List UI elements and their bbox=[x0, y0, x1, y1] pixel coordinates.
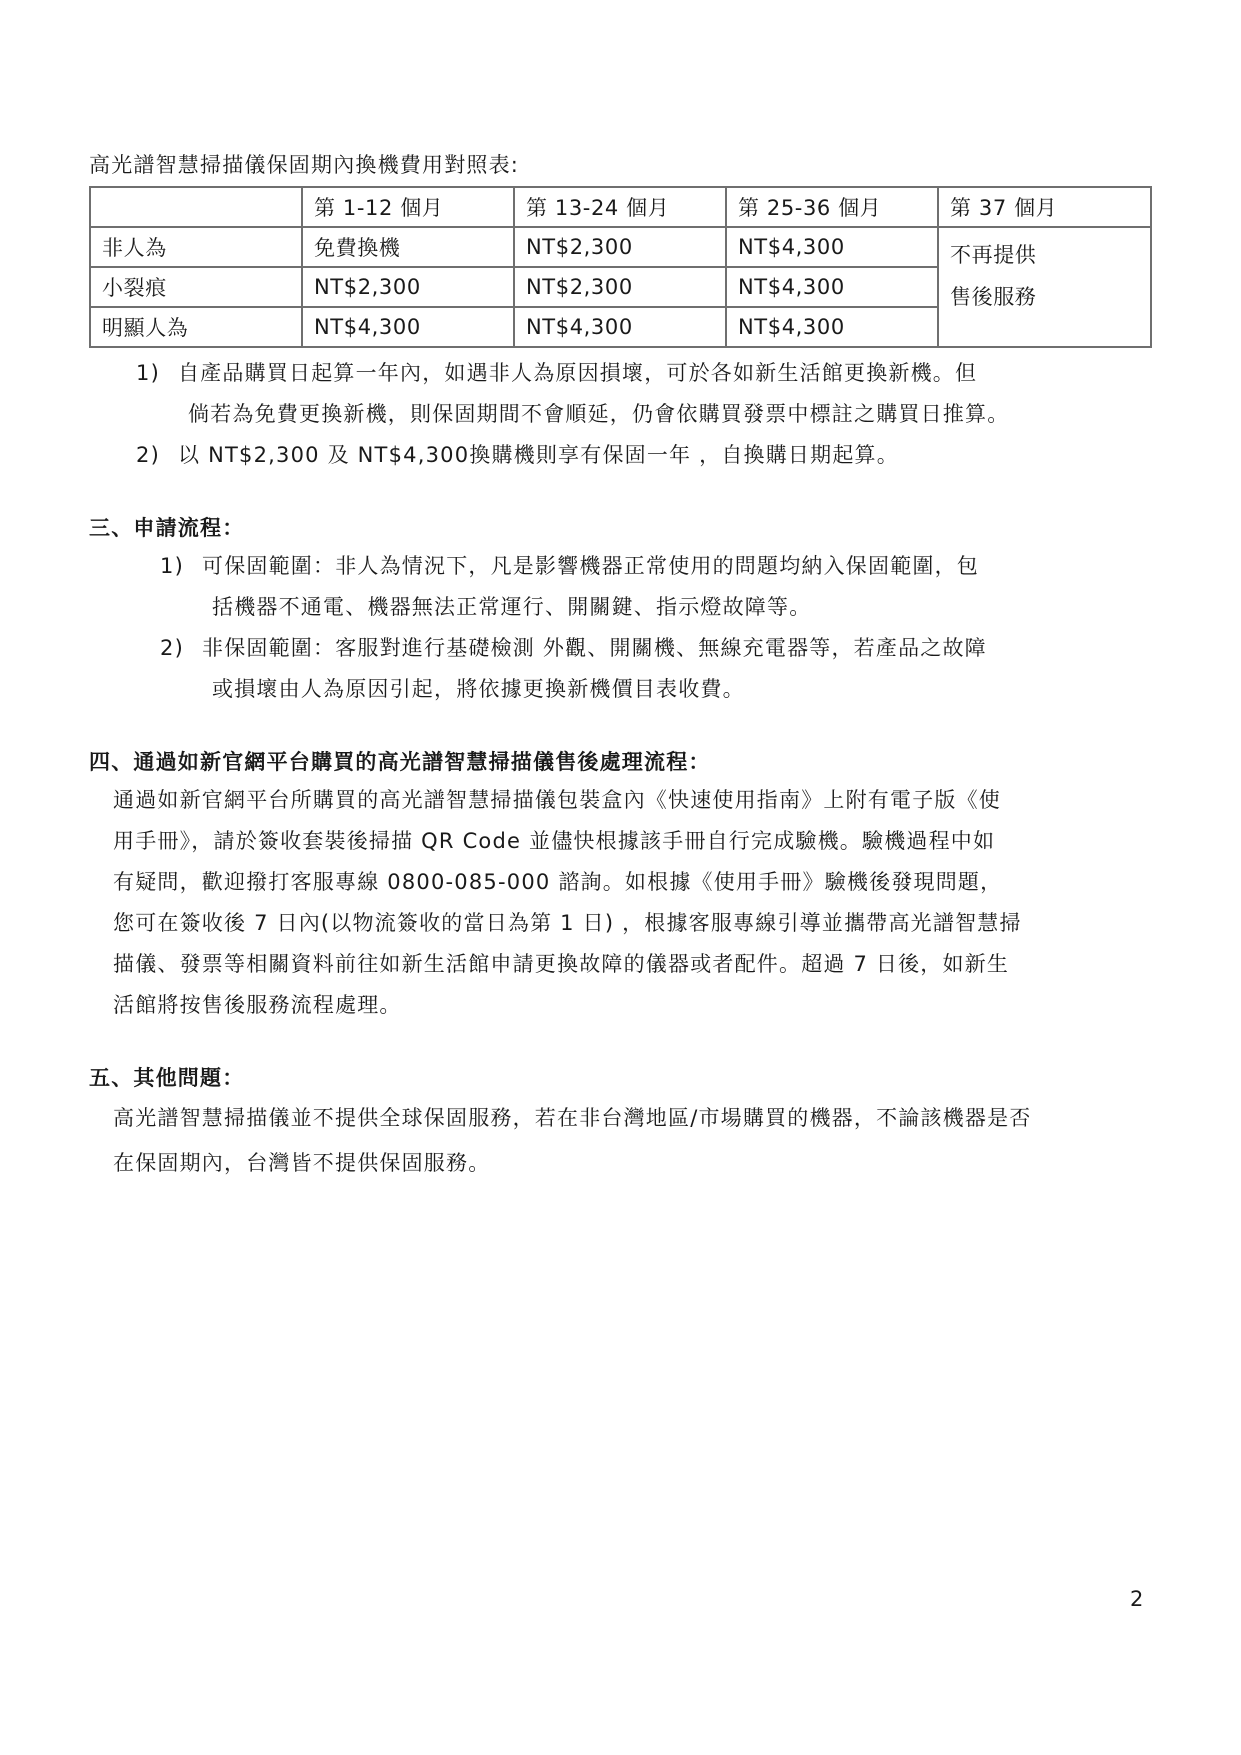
table-cell: 免費換機 bbox=[302, 227, 514, 267]
section5-line: 高光譜智慧掃描儀並不提供全球保固服務，若在非台灣地區/市場購買的機器，不論該機器是否 bbox=[113, 1106, 1032, 1130]
table-note-2 bbox=[120, 442, 899, 468]
page-number: 2 bbox=[1130, 1587, 1144, 1611]
table-caption: 高光譜智慧掃描儀保固期內換機費用對照表: bbox=[89, 153, 520, 177]
section3-item-1 bbox=[144, 553, 979, 579]
header-cell-months-13-24: 第 13-24 個月 bbox=[514, 187, 726, 227]
list-number: 1) bbox=[136, 361, 160, 385]
month37-line1: 不再提供 bbox=[950, 243, 1037, 267]
note-line: 倘若為免費更換新機，則保固期間不會順延，仍會依購買發票中標註之購買日推算。 bbox=[188, 402, 1010, 426]
item-line: 非保固範圍：客服對進行基礎檢測 外觀、開關機、無線充電器等，若產品之故障 bbox=[202, 636, 987, 660]
item-line: 或損壞由人為原因引起，將依據更換新機價目表收費。 bbox=[212, 677, 745, 701]
table-note-1 bbox=[120, 360, 977, 386]
list-number: 2) bbox=[160, 636, 184, 660]
section4-line: 通過如新官網平台所購買的高光譜智慧掃描儀包裝盒內《快速使用指南》上附有電子版《使 bbox=[113, 788, 1001, 812]
month37-merged-cell bbox=[938, 227, 1151, 347]
header-cell-empty bbox=[90, 187, 302, 227]
header-cell-months-1-12: 第 1-12 個月 bbox=[302, 187, 514, 227]
list-number: 2) bbox=[136, 443, 160, 467]
section4-line: 有疑問，歡迎撥打客服專線 0800-085-000 諮詢。如根據《使用手冊》驗機後發現問題， bbox=[113, 870, 1003, 894]
table-cell: NT$4,300 bbox=[726, 227, 938, 267]
table-cell: NT$2,300 bbox=[302, 267, 514, 307]
table-cell: NT$4,300 bbox=[726, 267, 938, 307]
item-line: 括機器不通電、機器無法正常運行、開關鍵、指示燈故障等。 bbox=[212, 595, 812, 619]
section3-heading: 三、申請流程： bbox=[89, 516, 245, 540]
note-line: 自產品購買日起算一年內，如遇非人為原因損壞，可於各如新生活館更換新機。但 bbox=[178, 361, 978, 385]
month37-line2: 售後服務 bbox=[950, 285, 1037, 309]
table-cell: NT$4,300 bbox=[514, 307, 726, 347]
section4-heading: 四、通過如新官網平台購買的高光譜智慧掃描儀售後處理流程： bbox=[89, 750, 711, 774]
row-label: 小裂痕 bbox=[90, 267, 302, 307]
table-row bbox=[90, 227, 1151, 267]
section4-line: 描儀、發票等相關資料前往如新生活館申請更換故障的儀器或者配件。超過 7 日後，如新生 bbox=[113, 952, 1010, 976]
section4-line: 活館將按售後服務流程處理。 bbox=[113, 993, 402, 1017]
row-label: 明顯人為 bbox=[90, 307, 302, 347]
list-number: 1) bbox=[160, 554, 184, 578]
fee-table bbox=[89, 186, 1152, 348]
section5-line: 在保固期內，台灣皆不提供保固服務。 bbox=[113, 1151, 491, 1175]
section4-line: 您可在簽收後 7 日內(以物流簽收的當日為第 1 日) ，根據客服專線引導並攜帶高光譜智慧掃 bbox=[113, 911, 1022, 935]
section4-line: 用手冊》，請於簽收套裝後掃描 QR Code 並儘快根據該手冊自行完成驗機。驗機過程中如 bbox=[113, 829, 996, 853]
table-cell: NT$4,300 bbox=[302, 307, 514, 347]
header-cell-months-25-36: 第 25-36 個月 bbox=[726, 187, 938, 227]
note-line: 以 NT$2,300 及 NT$4,300換購機則享有保固一年 ，自換購日期起算。 bbox=[178, 443, 899, 467]
table-header-row bbox=[90, 187, 1151, 227]
item-line: 可保固範圍：非人為情況下，凡是影響機器正常使用的問題均納入保固範圍，包 bbox=[202, 554, 979, 578]
section5-heading: 五、其他問題： bbox=[89, 1066, 245, 1090]
header-cell-month-37: 第 37 個月 bbox=[938, 187, 1151, 227]
table-cell: NT$2,300 bbox=[514, 267, 726, 307]
table-cell: NT$4,300 bbox=[726, 307, 938, 347]
section3-item-2 bbox=[144, 635, 987, 661]
table-cell: NT$2,300 bbox=[514, 227, 726, 267]
row-label: 非人為 bbox=[90, 227, 302, 267]
